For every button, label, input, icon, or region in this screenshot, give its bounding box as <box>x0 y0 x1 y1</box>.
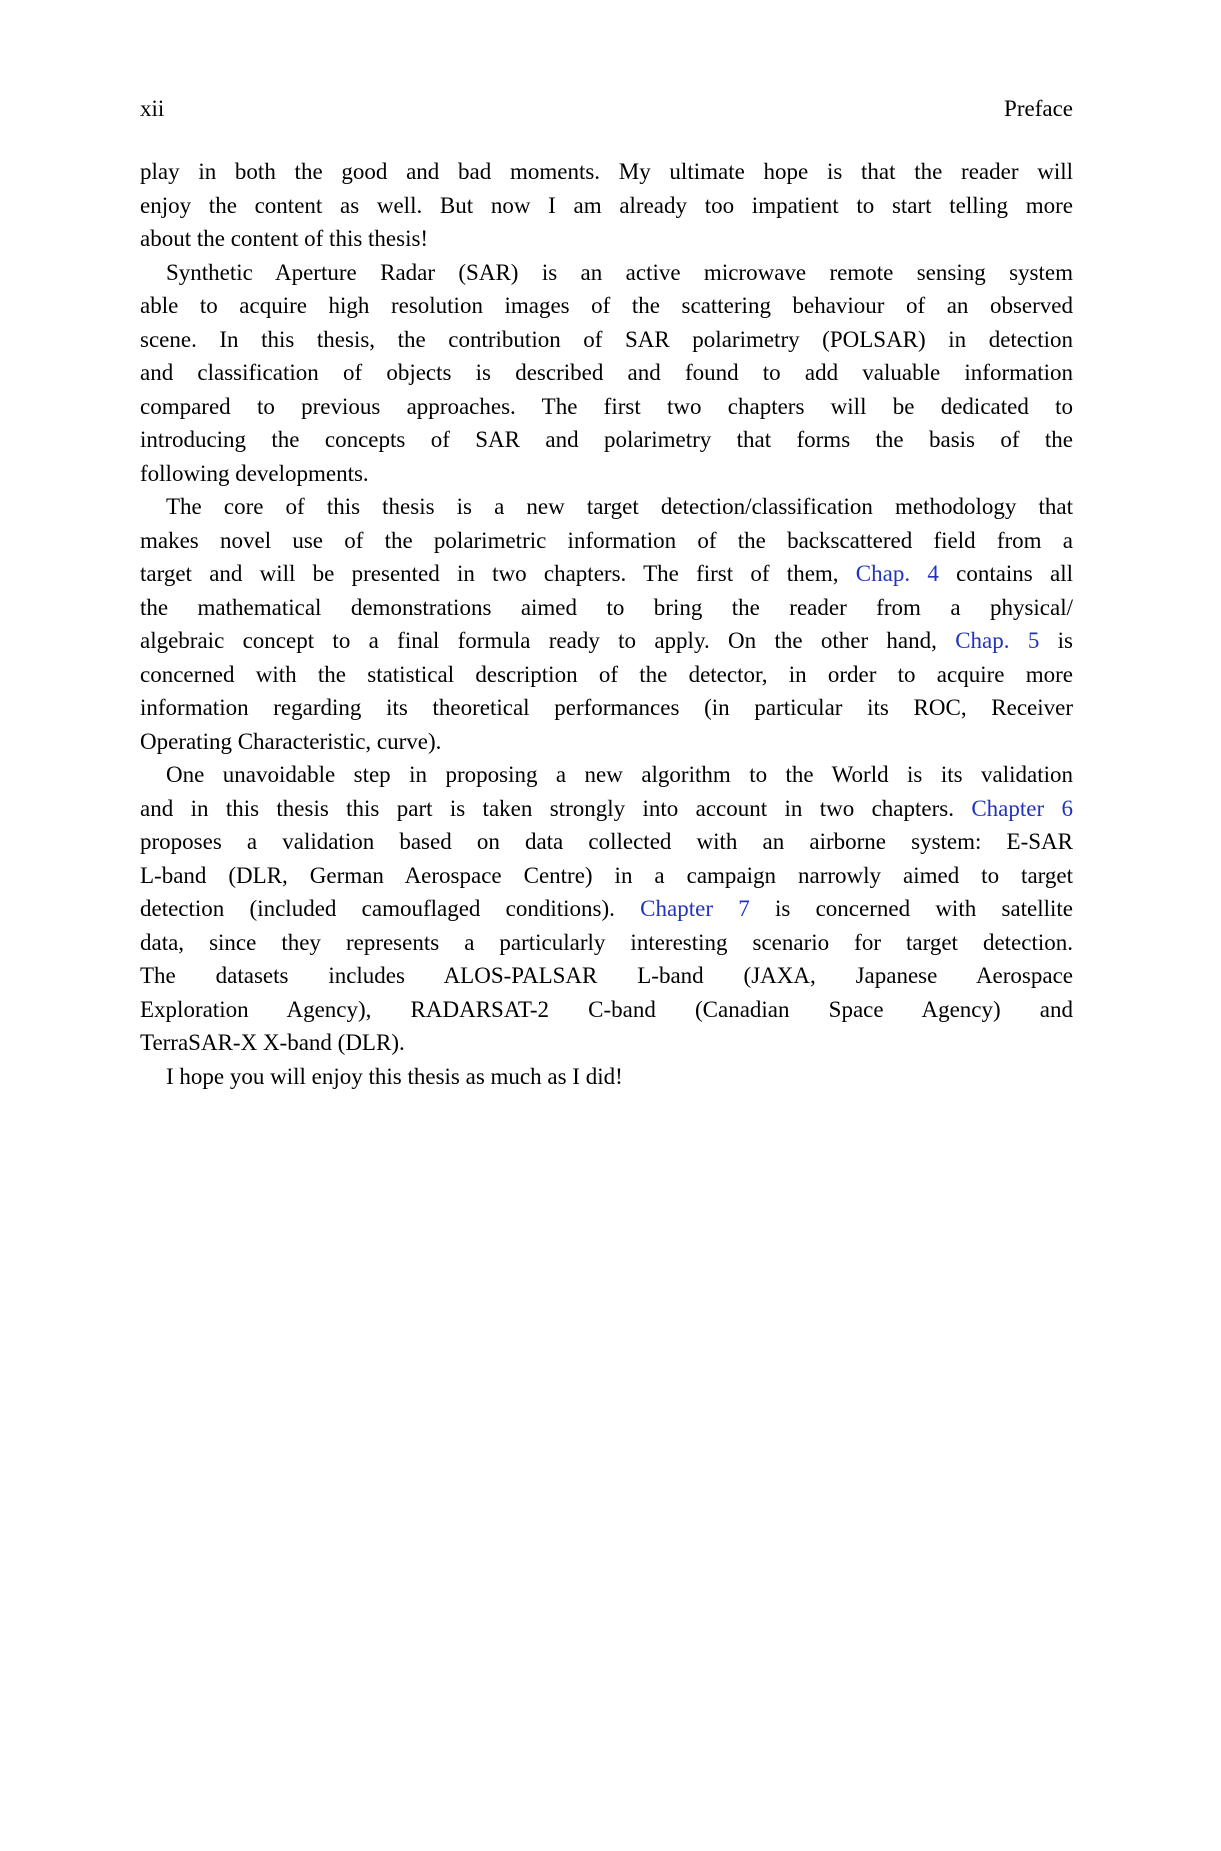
text-run: concerned with the statistical description of the detector, in order to acquire more <box>140 661 1073 687</box>
text-line <box>140 792 1073 826</box>
page-number: xii <box>140 96 165 121</box>
text-run: and classification of objects is described and found to add valuable information <box>140 360 1073 385</box>
text-line <box>140 222 1073 256</box>
text-run: proposes a validation based on data collected with an airborne system: E-SAR <box>140 829 1073 854</box>
chapter-link[interactable]: Chap. 4 <box>855 561 939 586</box>
text-run: information regarding its theoretical performances (in particular its ROC, Receiver <box>140 695 1073 720</box>
text-run: following developments. <box>140 460 369 486</box>
text-line <box>140 189 1073 223</box>
text-line <box>140 557 1073 591</box>
text-line <box>140 758 1073 792</box>
text-run: The datasets includes ALOS-PALSAR L-band (JAXA, Japanese Aerospace <box>140 963 1073 988</box>
text-line <box>140 658 1073 692</box>
text-run: detection (included camouflaged conditions). <box>140 896 641 921</box>
running-title: Preface <box>1004 96 1073 121</box>
paragraph <box>140 1060 1073 1094</box>
text-line <box>140 825 1073 859</box>
text-line <box>140 1026 1073 1060</box>
text-run: algebraic concept to a final formula ready to apply. On the other hand, <box>140 628 956 653</box>
text-run: target and will be presented in two chapters. The first of them, <box>140 561 856 586</box>
text-run: and in this thesis this part is taken strongly into account in two chapters. <box>140 795 972 821</box>
chapter-link[interactable]: Chapter 6 <box>971 795 1073 821</box>
text-line <box>140 457 1073 491</box>
text-line <box>140 323 1073 357</box>
text-run: Synthetic Aperture Radar (SAR) is an active microwave remote sensing system <box>166 259 1073 285</box>
text-run: Operating Characteristic, curve). <box>140 728 442 754</box>
text-run: contains all <box>938 561 1073 586</box>
text-line <box>140 490 1073 524</box>
text-run: L-band (DLR, German Aerospace Centre) in a campaign narrowly aimed to target <box>140 862 1073 888</box>
text-run: about the content of this thesis! <box>140 226 429 251</box>
text-run: able to acquire high resolution images of the scattering behaviour of an observed <box>140 293 1073 318</box>
text-line <box>140 926 1073 960</box>
text-line <box>140 993 1073 1027</box>
text-run: Exploration Agency), RADARSAT-2 C-band (Canadian Space Agency) and <box>140 996 1073 1022</box>
text-line <box>140 725 1073 759</box>
text-run: TerraSAR-X X-band (DLR). <box>140 1030 405 1055</box>
text-run: The core of this thesis is a new target detection/classification methodology that <box>166 494 1073 519</box>
text-run: I hope you will enjoy this thesis as much as I did! <box>166 1063 623 1089</box>
page-content <box>140 96 1073 1093</box>
text-line <box>140 256 1073 290</box>
chapter-link[interactable]: Chapter 7 <box>640 896 750 921</box>
text-line <box>140 524 1073 558</box>
text-line <box>140 892 1073 926</box>
text-run: is <box>1039 628 1074 653</box>
text-line <box>140 356 1073 390</box>
text-run: makes novel use of the polarimetric information of the backscattered field from a <box>140 527 1073 553</box>
text-run: One unavoidable step in proposing a new algorithm to the World is its validation <box>166 762 1073 787</box>
text-line <box>140 959 1073 993</box>
paragraph <box>140 758 1073 1060</box>
text-run: the mathematical demonstrations aimed to bring the reader from a physical/ <box>140 594 1073 620</box>
text-run: enjoy the content as well. But now I am already too impatient to start telling more <box>140 192 1073 218</box>
paragraph <box>140 490 1073 758</box>
text-line <box>140 423 1073 457</box>
text-run: is concerned with satellite <box>749 896 1073 921</box>
paragraph <box>140 155 1073 256</box>
text-run: introducing the concepts of SAR and polarimetry that forms the basis of the <box>140 427 1073 452</box>
text-line <box>140 624 1073 658</box>
chapter-link[interactable]: Chap. 5 <box>955 628 1040 653</box>
text-line <box>140 390 1073 424</box>
text-line <box>140 859 1073 893</box>
text-line <box>140 1060 1073 1094</box>
text-line <box>140 289 1073 323</box>
text-line <box>140 691 1073 725</box>
text-line <box>140 591 1073 625</box>
text-run: compared to previous approaches. The first two chapters will be dedicated to <box>140 393 1073 419</box>
text-run: scene. In this thesis, the contribution of SAR polarimetry (POLSAR) in detection <box>140 326 1073 352</box>
paragraph <box>140 256 1073 491</box>
preface-text <box>140 155 1073 1093</box>
running-header <box>140 96 1073 121</box>
text-run: data, since they represents a particularly interesting scenario for target detection. <box>140 929 1073 955</box>
text-line <box>140 155 1073 189</box>
text-run: play in both the good and bad moments. My ultimate hope is that the reader will <box>140 159 1073 184</box>
